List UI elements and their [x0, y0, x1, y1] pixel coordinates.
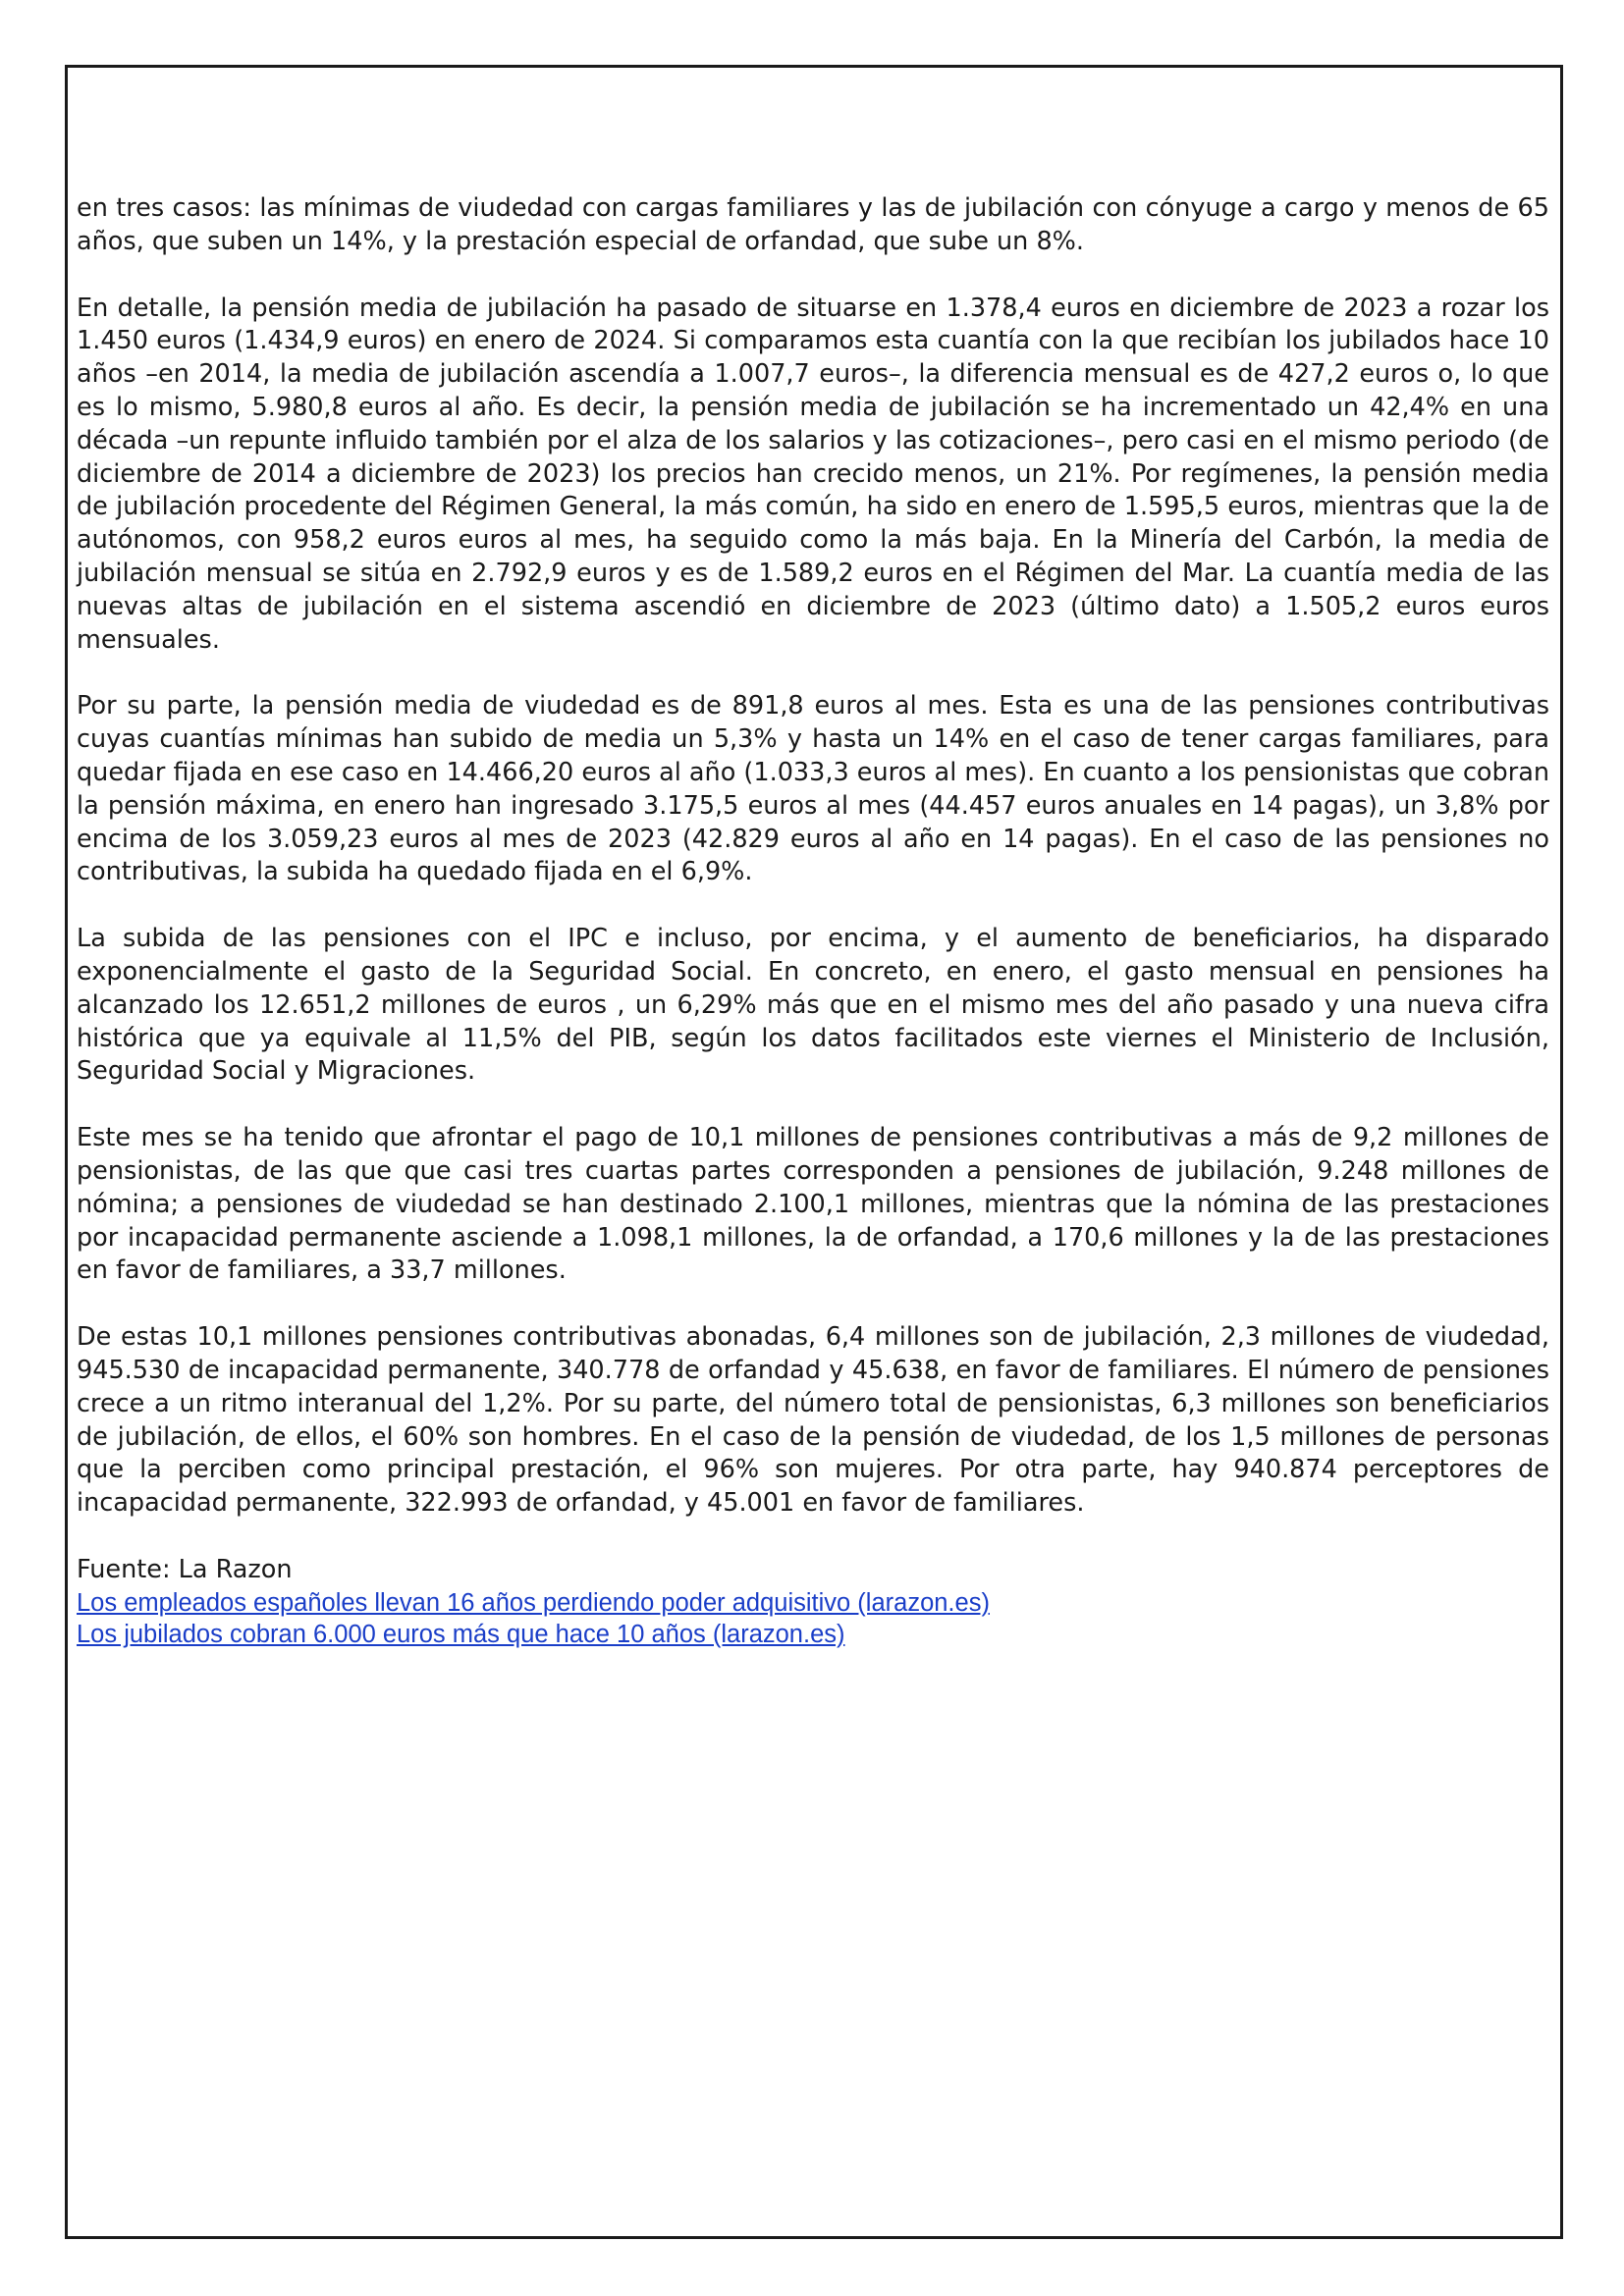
article-body [77, 192, 1549, 1650]
paragraph-minimum-pensions: en tres casos: las mínimas de viudedad con cargas familiares y las de jubilación con cónyuge a cargo y menos de 65 años, que suben un 14%, y la prestación especial de orfandad, que sube un 8%. [77, 193, 1549, 256]
paragraph-retirement-average: En detalle, la pensión media de jubilación ha pasado de situarse en 1.378,4 euros en diciembre de 2023 a rozar los 1.450 euros (1.434,9 euros) en enero de 2024. Si comparamos esta cuantía con la que recibían los jubilados hace 10 años –en 2014, la media de jubilación ascendía a 1.007,7 euros–, la diferencia mensual es de 427,2 euros o, lo que es lo mismo, 5.980,8 euros al año. Es decir, la pensión media de jubilación se ha incrementado un 42,4% en una década –un repunte influido también por el alza de los salarios y las cotizaciones–, pero casi en el mismo periodo (de diciembre de 2014 a diciembre de 2023) los precios han crecido menos, un 21%. Por regímenes, la pensión media de jubilación procedente del Régimen General, la más común, ha sido en enero de 1.595,5 euros, mientras que la de autónomos, con 958,2 euros euros al mes, ha seguido como la más baja. En la Minería del Carbón, la media de jubilación mensual se sitúa en 2.792,9 euros y es de 1.589,2 euros en el Régimen del Mar. La cuantía media de las nuevas altas de jubilación en el sistema ascendió en diciembre de 2023 (último dato) a 1.505,2 euros euros mensuales. [77, 293, 1549, 655]
paragraph-monthly-payroll: Este mes se ha tenido que afrontar el pago de 10,1 millones de pensiones contributivas a más de 9,2 millones de pensionistas, de las que que casi tres cuartas partes corresponden a pensiones de jubilación, 9.248 millones de nómina; a pensiones de viudedad se han destinado 2.100,1 millones, mientras que la nómina de las prestaciones por incapacidad permanente asciende a 1.098,1 millones, la de orfandad, a 170,6 millones y la de las prestaciones en favor de familiares, a 33,7 millones. [77, 1123, 1549, 1286]
paragraph-widowhood-average: Por su parte, la pensión media de viudedad es de 891,8 euros al mes. Esta es una de las pensiones contributivas cuyas cuantías mínimas han subido de media un 5,3% y hasta un 14% en el caso de tener cargas familiares, para quedar fijada en ese caso en 14.466,20 euros al año (1.033,3 euros al mes). En cuanto a los pensionistas que cobran la pensión máxima, en enero han ingresado 3.175,5 euros al mes (44.457 euros anuales en 14 pagas), un 3,8% por encima de los 3.059,23 euros al mes de 2023 (42.829 euros al año en 14 pagas). En el caso de las pensiones no contributivas, la subida ha quedado fijada en el 6,9%. [77, 691, 1549, 887]
source-label: Fuente: La Razon [77, 1554, 293, 1584]
paragraph-pension-counts: De estas 10,1 millones pensiones contributivas abonadas, 6,4 millones son de jubilación, 2,3 millones de viudedad, 945.530 de incapacidad permanente, 340.778 de orfandad y 45.638, en favor de familiares. El número de pensiones crece a un ritmo interanual del 1,2%. Por su parte, del número total de pensionistas, 6,3 millones son beneficiarios de jubilación, de ellos, el 60% son hombres. En el caso de la pensión de viudedad, de los 1,5 millones de personas que la perciben como principal prestación, el 96% son mujeres. Por otra parte, hay 940.874 perceptores de incapacidad permanente, 322.993 de orfandad, y 45.001 en favor de familiares. [77, 1322, 1549, 1519]
paragraph-social-security-spending: La subida de las pensiones con el IPC e incluso, por encima, y el aumento de beneficiarios, ha disparado exponencialmente el gasto de la Seguridad Social. En concreto, en enero, el gasto mensual en pensiones ha alcanzado los 12.651,2 millones de euros , un 6,29% más que en el mismo mes del año pasado y una nueva cifra histórica que ya equivale al 11,5% del PIB, según los datos facilitados este viernes el Ministerio de Inclusión, Seguridad Social y Migraciones. [77, 924, 1549, 1087]
source-link-purchasing-power[interactable]: Los empleados españoles llevan 16 años perdiendo poder adquisitivo (larazon.es) [77, 1588, 990, 1617]
source-link-retirees-income[interactable]: Los jubilados cobran 6.000 euros más que hace 10 años (larazon.es) [77, 1620, 845, 1648]
